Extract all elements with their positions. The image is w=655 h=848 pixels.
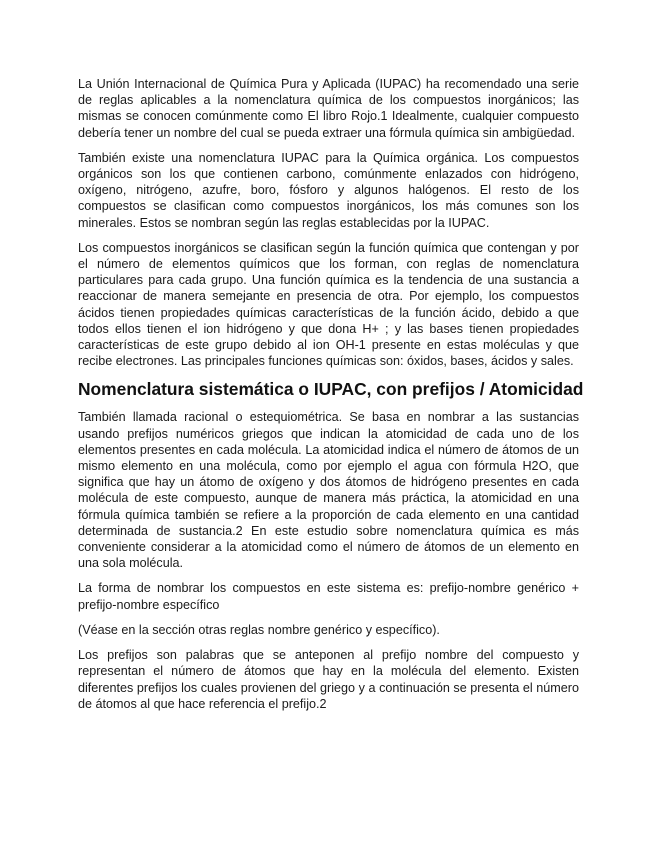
section-heading: Nomenclatura sistemática o IUPAC, con prefijos / Atomicidad (78, 379, 584, 400)
document-page (78, 76, 584, 721)
paragraph-see-section: (Véase en la sección otras reglas nombre genérico y específico). (78, 622, 440, 637)
paragraph-prefixes: Los prefijos son palabras que se anteponen al prefijo nombre del compuesto y representan el número de átomos que hay en la molécula del elemento. Existen diferentes prefijos los cuales provienen del griego y a continuación se presenta el número de átomos al que hace referencia el prefijo.2 (78, 648, 579, 711)
paragraph-naming-form: La forma de nombrar los compuestos en este sistema es: prefijo-nombre genérico + prefijo-nombre específico (78, 581, 579, 612)
paragraph-iupac-intro: La Unión Internacional de Química Pura y Aplicada (IUPAC) ha recomendado una serie de reglas aplicables a la nomenclatura química de los compuestos inorgánicos; las mismas se conocen comúnmente como El libro Rojo.1 Idealmente, cualquier compuesto debería tener un nombre del cual se pueda extraer una fórmula química sin ambigüedad. (78, 77, 579, 140)
paragraph-organic-nomenclature: También existe una nomenclatura IUPAC para la Química orgánica. Los compuestos orgánicos son los que contienen carbono, comúnmente enlazados con hidrógeno, oxígeno, nitrógeno, azufre, boro, fósforo y algunos halógenos. El resto de los compuestos se clasifican como compuestos inorgánicos, los más comunes son los minerales. Estos se nombran según las reglas establecidas por la IUPAC. (78, 150, 579, 230)
paragraph-inorganic-classification: Los compuestos inorgánicos se clasifican según la función química que contengan y por el número de elementos químicos que los forman, con reglas de nomenclatura particulares para cada grupo. Una función química es la tendencia de una sustancia a reaccionar de manera semejante en presencia de otra. Por ejemplo, los compuestos ácidos tienen propiedades químicas características de la función ácido, debido a que todos ellos tienen el ion hidrógeno y que dona H+ ; y las bases tienen propiedades características de este grupo debido al ion OH-1 presente en estas moléculas y que recibe electrones. Las principales funciones químicas son: óxidos, bases, ácidos y sales. (78, 240, 579, 369)
paragraph-systematic-nomenclature: También llamada racional o estequiométrica. Se basa en nombrar a las sustancias usando prefijos numéricos griegos que indican la atomicidad de cada uno de los elementos presentes en cada molécula. La atomicidad indica el número de átomos de un mismo elemento en una molécula, como por ejemplo el agua con fórmula H2O, que significa que hay un átomo de oxígeno y dos átomos de hidrógeno presentes en cada molécula de este compuesto, aunque de manera más práctica, la atomicidad en una fórmula química también se refiere a la proporción de cada elemento en una cantidad determinada de sustancia.2 En este estudio sobre nomenclatura química es más conveniente considerar a la atomicidad como el número de átomos de un elemento en una sola molécula. (78, 410, 579, 571)
